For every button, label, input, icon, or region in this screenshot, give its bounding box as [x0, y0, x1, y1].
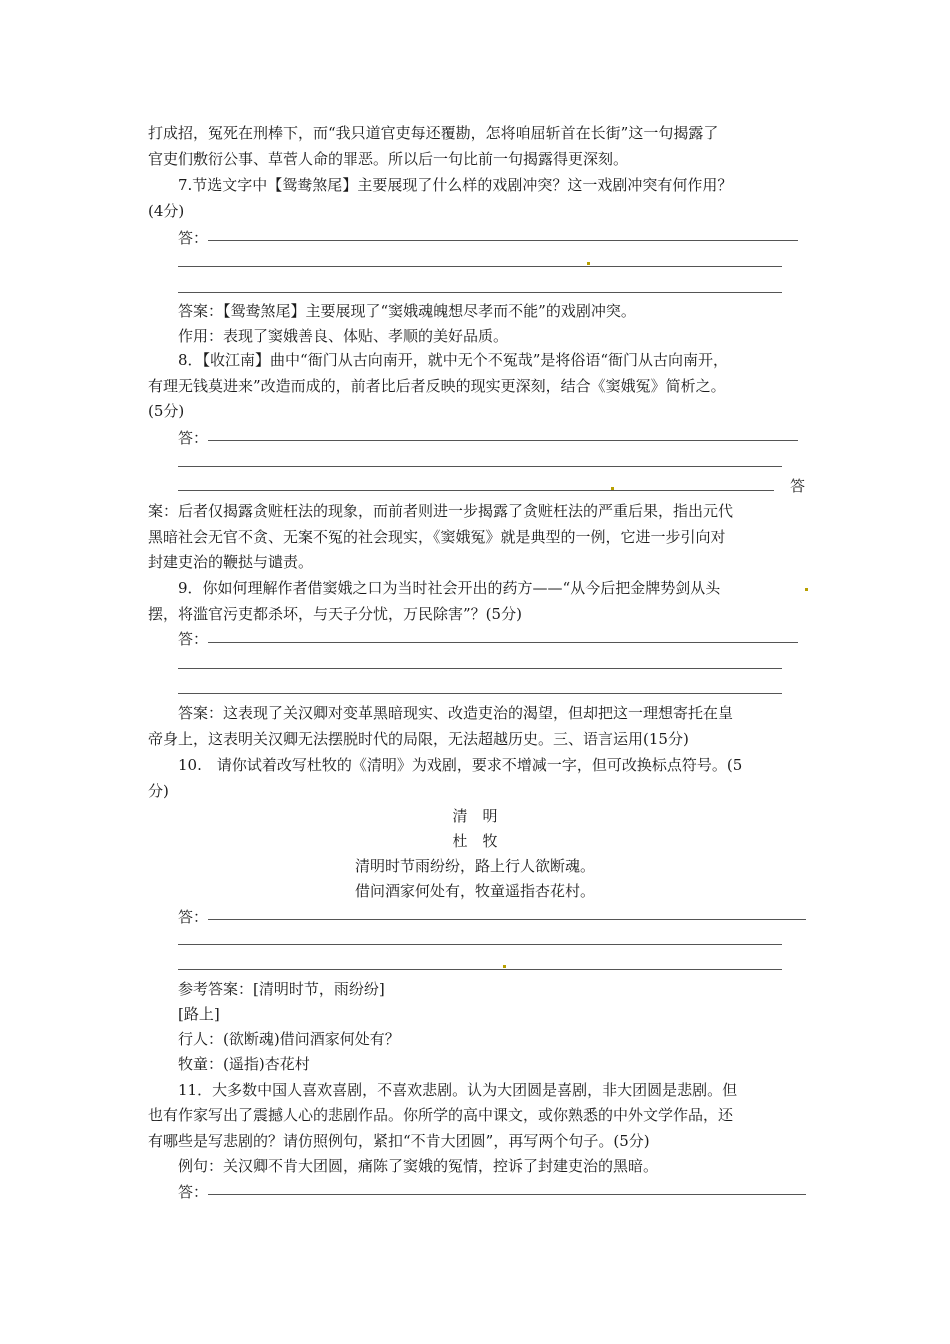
- question-7: [0, 174, 950, 196]
- text-line: [0, 400, 950, 422]
- text: 答案：【鸳鸯煞尾】主要展现了“窦娥魂魄想尽孝而不能”的戏剧冲突。: [178, 302, 636, 320]
- answer-prefix: [0, 475, 950, 497]
- question-11: [0, 1079, 950, 1101]
- text: 行人：(欲断魂)借问酒家何处有？: [178, 1030, 400, 1048]
- answer-blank-line[interactable]: [178, 693, 782, 694]
- text: 杜 牧: [452, 832, 498, 850]
- text: 例句：关汉卿不肯大团圆，痛陈了窦娥的冤情，控诉了封建吏治的黑暗。: [178, 1157, 659, 1175]
- text: 也有作家写出了震撼人心的悲剧作品。你所学的高中课文，或你熟悉的中外文学作品，还: [148, 1106, 734, 1124]
- text: 分): [148, 782, 169, 800]
- text: 9．你如何理解作者借窦娥之口为当时社会开出的药方——“从今后把金牌势剑从头: [178, 579, 721, 597]
- text-line: [0, 1130, 950, 1152]
- text: 牧童：(遥指)杏花村: [178, 1055, 310, 1073]
- text: 清明时节雨纷纷，路上行人欲断魂。: [354, 857, 595, 875]
- text-line: [0, 603, 950, 625]
- text: 答：: [178, 429, 209, 447]
- answer-label: [0, 906, 950, 928]
- answer-text: [0, 300, 950, 322]
- answer-text: [0, 526, 950, 548]
- poem-author: [0, 830, 950, 852]
- text: 帝身上，这表明关汉卿无法摆脱时代的局限，无法超越历史。三、语言运用(15分): [148, 730, 689, 748]
- text: 案：后者仅揭露贪赃枉法的现象，而前者则进一步揭露了贪赃枉法的严重后果，指出元代: [148, 502, 734, 520]
- text: 8．【收江南】曲中“衙门从古向南开，就中无个不冤哉”是将俗语“衙门从古向南开，: [178, 351, 729, 369]
- text: 答：: [178, 630, 209, 648]
- text: [路上]: [178, 1005, 220, 1023]
- answer-blank-line[interactable]: [178, 944, 782, 945]
- answer-blank-line[interactable]: [178, 969, 782, 970]
- answer-blank-line[interactable]: [178, 292, 782, 293]
- answer-label: [0, 227, 950, 249]
- text: 答：: [178, 1183, 209, 1201]
- answer-text: [0, 728, 950, 750]
- text-line: [0, 1104, 950, 1126]
- text: 答: [790, 477, 806, 495]
- text-line: [0, 780, 950, 802]
- text-line: [0, 148, 950, 170]
- text: 答：: [178, 229, 209, 247]
- poem-line: [0, 880, 950, 902]
- answer-text: [0, 1003, 950, 1025]
- text: 借问酒家何处有，牧童遥指杏花村。: [354, 882, 595, 900]
- answer-blank-line[interactable]: [178, 466, 782, 467]
- text: 参考答案：[清明时节，雨纷纷]: [178, 980, 385, 998]
- answer-blank-line[interactable]: [208, 1194, 806, 1195]
- text: 封建吏治的鞭挞与谴责。: [148, 553, 314, 571]
- example-sentence: [0, 1155, 950, 1177]
- text: 10. 请你试着改写杜牧的《清明》为戏剧，要求不增减一字，但可改换标点符号。(5: [178, 756, 743, 774]
- answer-text: [0, 1053, 950, 1075]
- poem-title: [0, 805, 950, 827]
- text-line: [0, 200, 950, 222]
- question-8: [0, 349, 950, 371]
- text: 答案：这表现了关汉卿对变革黑暗现实、改造吏治的渴望，但却把这一理想寄托在皇: [178, 704, 734, 722]
- text: 黑暗社会无官不贪、无案不冤的社会现实，《窦娥冤》就是典型的一例，它进一步引向对: [148, 528, 726, 546]
- text: 有哪些是写悲剧的？请仿照例句，紧扣“不肯大团圆”，再写两个句子。(5分): [148, 1132, 650, 1150]
- speck: [805, 588, 808, 591]
- answer-blank-line[interactable]: [178, 266, 782, 267]
- answer-label: [0, 628, 950, 650]
- answer-blank-line[interactable]: [208, 440, 798, 441]
- text: 7.节选文字中【鸳鸯煞尾】主要展现了什么样的戏剧冲突？这一戏剧冲突有何作用？: [178, 176, 733, 194]
- text: 答：: [178, 908, 209, 926]
- poem-line: [0, 855, 950, 877]
- speck: [503, 965, 506, 968]
- text: 11．大多数中国人喜欢喜剧，不喜欢悲剧。认为大团圆是喜剧，非大团圆是悲剧。但: [178, 1081, 738, 1099]
- text-line: [0, 122, 950, 144]
- text: 清 明: [452, 807, 498, 825]
- answer-blank-line[interactable]: [208, 642, 798, 643]
- answer-blank-line[interactable]: [208, 919, 806, 920]
- answer-text: [0, 325, 950, 347]
- speck: [587, 262, 590, 265]
- answer-blank-line[interactable]: [208, 240, 798, 241]
- text: (5分): [148, 402, 185, 420]
- text: 作用：表现了窦娥善良、体贴、孝顺的美好品质。: [178, 327, 509, 345]
- text-line: [0, 375, 950, 397]
- answer-text: [0, 500, 950, 522]
- answer-text: [0, 702, 950, 724]
- answer-text: [0, 551, 950, 573]
- text: (4分): [148, 202, 185, 220]
- question-10: [0, 754, 950, 776]
- answer-label: [0, 1181, 950, 1203]
- text: 有理无钱莫进来”改造而成的，前者比后者反映的现实更深刻，结合《窦娥冤》简析之。: [148, 377, 726, 395]
- answer-text: [0, 978, 950, 1000]
- answer-label: [0, 427, 950, 449]
- text: 打成招，冤死在刑棒下，而“我只道官吏每还覆勘，怎将咱屈斩首在长街”这一句揭露了: [148, 124, 719, 142]
- text: 摆，将滥官污吏都杀坏，与天子分忧，万民除害”？(5分): [148, 605, 522, 623]
- text: 官吏们敷衍公事、草菅人命的罪恶。所以后一句比前一句揭露得更深刻。: [148, 150, 629, 168]
- answer-blank-line[interactable]: [178, 668, 782, 669]
- answer-text: [0, 1028, 950, 1050]
